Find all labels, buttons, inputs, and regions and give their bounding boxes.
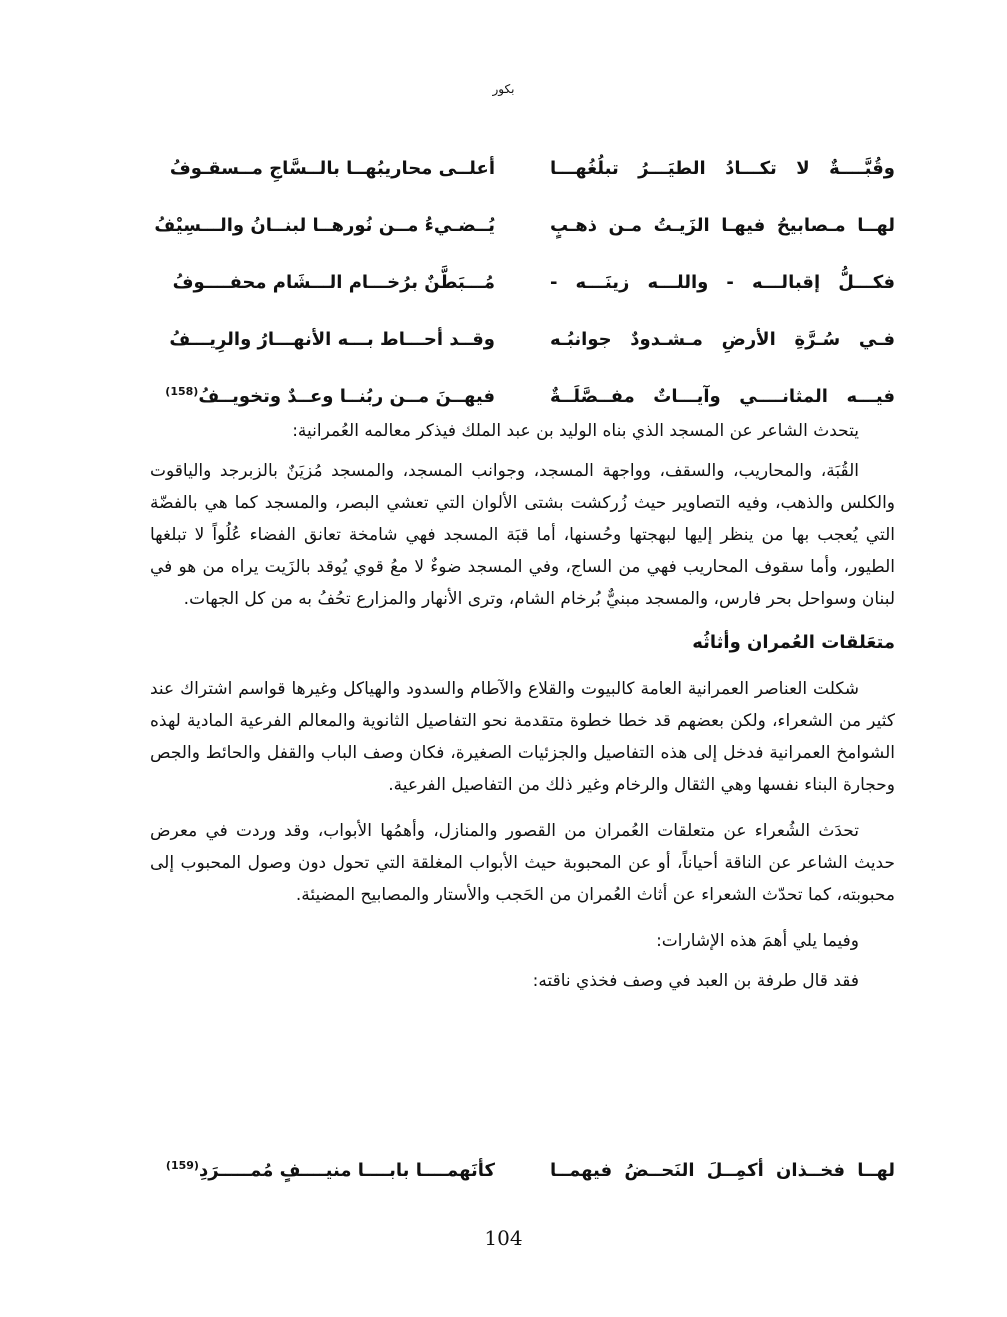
verse-first-hemistich: فيـــه المثانــــي وآيـــاتٌ مفــصَّلَــةٌ — [550, 386, 895, 407]
final-verse-line — [150, 1160, 895, 1181]
following-line: وفيما يلي أهمَ هذه الإشارات: — [656, 931, 859, 951]
verse-first-hemistich: فـي سُـرَّةِ الأرضِ مـشـدودٌ جوانبُـه — [550, 329, 895, 350]
running-header: بكور — [492, 82, 515, 96]
verse-line — [150, 254, 895, 311]
footnote-marker: (159) — [165, 1159, 199, 1172]
verse-second-hemistich — [150, 158, 495, 179]
verse-first-hemistich: فكـــلُّ إقبالـــه - واللـــه زينَـــه - — [550, 272, 895, 293]
verse-second-hemistich — [150, 1160, 495, 1181]
verse-second-hemistich — [150, 272, 495, 293]
page-number: 104 — [484, 1226, 523, 1250]
verse-line — [150, 140, 895, 197]
verse-second-text: وقــد أحـــاط بـــه الأنهـــارُ والرِيـــفُ — [169, 329, 495, 350]
verse-first-hemistich: وقُبَّــــةٌ لا تكـــادُ الطيَـــرُ تبلُغُهـــا — [550, 158, 895, 179]
intro-paragraph: يتحدث الشاعر عن المسجد الذي بناه الوليد بن عبد الملك فيذكر معالمه العُمرانية: — [292, 421, 859, 441]
verse-second-hemistich — [150, 329, 495, 350]
verse-second-text: كأنَهمــــا بابــــا منيــــفٍ مُمـــــرَدِ — [198, 1160, 495, 1181]
verse-second-text: أعلــى محاريبُهــا بالــسَّاجِ مــسقـوفُ — [169, 158, 495, 179]
body-text — [150, 415, 895, 997]
verse-line — [150, 311, 895, 368]
verse-first-hemistich: لهــا مـصابيحُ فيهـا الزَيـتُ مـن ذهـبٍ — [550, 215, 895, 236]
footnote-marker: (158) — [165, 385, 199, 398]
poem-block — [150, 140, 895, 425]
elements-paragraph: شكلت العناصر العمرانية العامة كالبيوت والقلاع والآطام والسدود والهياكل وغيرها قواسم اشتراك عند كثير من الشعراء، ولكن بعضهم قد خطا خطوة متقدمة نحو التفاصيل الثانوية والمعالم الفرعية المادية لهذه الشوامخ العمرانية فدخل إلى هذه التفاصيل والجزئيات الصغيرة، فكان وصف الباب والقفل والحائط والجص وحجارة البناء نفسها وهي الثقال والرخام وغير ذلك من التفاصيل الفرعية. — [150, 679, 895, 795]
verse-second-text: فيهــنَ مــن ربُنــا وعــدٌ وتخويــفُ — [198, 386, 495, 407]
verse-second-hemistich — [150, 386, 495, 407]
verse-second-text: مُـــبَطَّنٌ برُخـــام الـــشَام محفــــوفُ — [172, 272, 495, 293]
verse-first-hemistich: لهــا فخــذان أكمِــلَ النَحــضُ فيهمــا — [550, 1160, 895, 1181]
verse-second-text: يُــضـيءُ مــن نُورهــا لبنــانُ والـــسِيْفُ — [154, 215, 495, 236]
tarafa-line: فقد قال طرفة بن العبد في وصف فخذي ناقته: — [532, 971, 859, 991]
verse-second-hemistich — [150, 215, 495, 236]
section-heading: متعَلقات العُمران وأثاثُه — [692, 632, 895, 653]
verse-line — [150, 197, 895, 254]
poets-paragraph: تحدَث الشُعراء عن متعلقات العُمران من القصور والمنازل، وأهمُها الأبواب، وقد وردت في معرض حديث الشاعر عن الناقة أحياناً، أو عن المحبوبة حيث الأبواب المغلقة التي تحول دون وصول المحبوب إلى محبوبته، كما تحدّث الشعراء عن أثاث العُمران من الحَجب والأستار والمصابيح المضيئة. — [150, 821, 895, 905]
description-paragraph: القُبَة، والمحاريب، والسقف، وواجهة المسجد، وجوانب المسجد، والمسجد مُزيَنٌ بالزبرجد والياقوت والكلس والذهب، وفيه التصاوير حيث زُركشت بشتى الألوان التي تعشي البصر، والمسجد كما هي بالفضّة التي يُعجب بها من ينظر إليها لبهجتها وحُسنها، أما قبَة المسجد فهي شامخة تعانق الفضاء عُلُواً لا تبلغها الطيور، وأما سقوف المحاريب فهي من الساج، وفي المسجد ضوءٌ لا معُ قوي يُوقد بالزَيت يراه من هو في لبنان وسواحل بحر فارس، والمسجد مبنيٌّ بُرخام الشام، وترى الأنهار والمزارع تحُفُ به من كل الجهات. — [150, 461, 895, 609]
